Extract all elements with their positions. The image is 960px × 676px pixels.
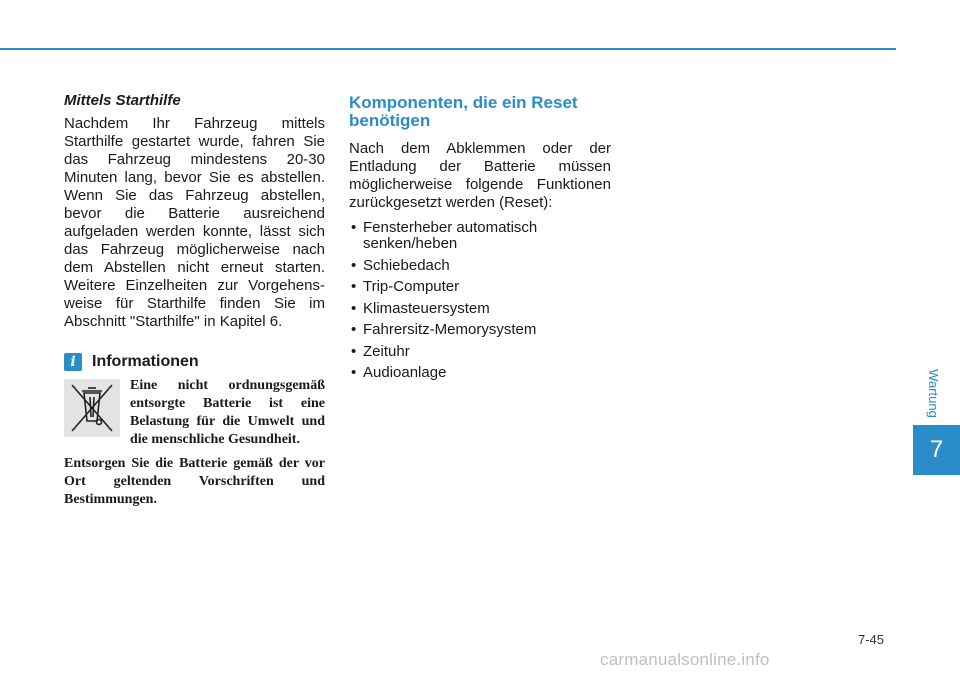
section-label-text: Wartung <box>925 368 941 418</box>
reset-list <box>349 220 611 381</box>
list-item: • Schiebedach <box>349 258 611 274</box>
info-icon: i <box>64 353 82 371</box>
info-header <box>64 353 325 371</box>
list-item: • Klimasteuersystem <box>349 301 611 317</box>
list-item: • Fensterheber automatisch senken/heben <box>349 220 611 252</box>
reset-intro: Nach dem Abklemmen oder der Entladung der Batterie müssen möglicherweise folgende Funktionen zurückgesetzt werden (Reset): <box>349 140 611 211</box>
info-block <box>64 377 325 449</box>
crossed-out-bin-icon <box>64 379 120 437</box>
page-number: 7-45 <box>858 632 885 647</box>
starthilfe-paragraph: Nachdem Ihr Fahrzeug mittels Starthilfe gestartet wurde, fahren Sie das Fahrzeug mindestens 20-30 Minuten lang, bevor Sie es abstellen. Wenn Sie das Fahrzeug abstellen, bevor die Batterie ausreichend aufgeladen werden konnte, lässt sich das Fahrzeug möglicherweise nach dem Abstellen nicht erneut starten. Weitere Einzelheiten zur Vorgehens- weise für Starthilfe finden Sie im Abschnitt "Starthilfe" in Kapitel 6. <box>64 115 325 330</box>
list-item: • Trip-Computer <box>349 279 611 295</box>
section-heading-starthilfe: Mittels Starthilfe <box>64 92 181 109</box>
watermark: carmanualsonline.info <box>600 650 770 669</box>
list-item: • Audioanlage <box>349 365 611 381</box>
list-item: • Zeituhr <box>349 344 611 360</box>
header-rule <box>0 48 896 50</box>
left-column <box>64 92 325 509</box>
chapter-tab: 7 <box>913 425 960 475</box>
info-text-disposal: Entsorgen Sie die Batterie gemäß der vor Ort geltenden Vorschriften und Bestimmungen. <box>64 456 325 507</box>
section-heading-reset: Komponenten, die ein Reset benötigen <box>349 93 578 130</box>
middle-column <box>349 92 611 387</box>
info-title: Informationen <box>92 353 199 370</box>
list-item: • Fahrersitz-Memorysystem <box>349 322 611 338</box>
section-side-label <box>918 363 948 423</box>
info-text: Eine nicht ordnungsgemäß entsorgte Batterie ist eine Belastung für die Umwelt und die menschliche Gesundheit. <box>130 378 325 447</box>
